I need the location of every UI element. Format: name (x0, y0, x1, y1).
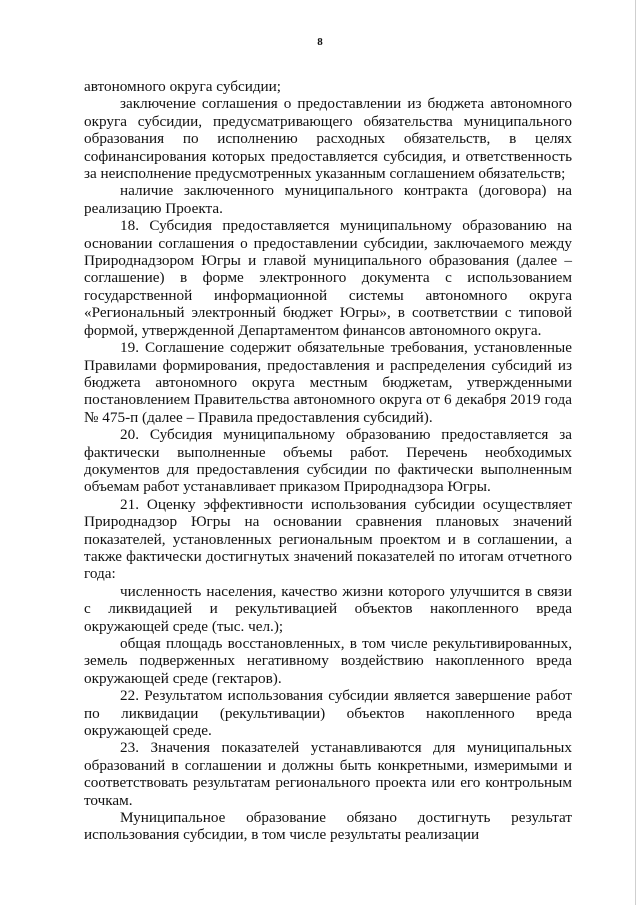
paragraph: 22. Результатом использования субсидии является завершение работ по ликвидации (рекультивации) объектов накопленного вреда окружающей среде. (84, 687, 572, 740)
page-edge-line (635, 0, 636, 905)
paragraph: заключение соглашения о предоставлении из бюджета автономного округа субсидии, предусматривающего обязательства муниципального образования по исполнению расходных обязательств, в целях софинансирования которых предоставляется субсидия, и ответственность за неисполнение предусмотренных указанным соглашением обязательств; (84, 95, 572, 183)
paragraph: численность населения, качество жизни которого улучшится в связи с ликвидацией и рекультивацией объектов накопленного вреда окружающей среде (тыс. чел.); (84, 582, 572, 635)
paragraph: 23. Значения показателей устанавливаются для муниципальных образований в соглашении и должны быть конкретными, измеримыми и соответствовать результатам регионального проекта или его контрольным точкам. (84, 739, 572, 809)
paragraph: наличие заключенного муниципального контракта (договора) на реализацию Проекта. (84, 182, 572, 217)
paragraph: 20. Субсидия муниципальному образованию предоставляется за фактически выполненные объемы работ. Перечень необходимых документов для предоставления субсидии по фактически выполненным объемам работ устанавливает приказом Природнадзора Югры. (84, 426, 572, 496)
paragraph: автономного округа субсидии; (84, 78, 282, 95)
paragraph: 21. Оценку эффективности использования субсидии осуществляет Природнадзор Югры на основании сравнения плановых значений показателей, установленных региональным проектом и в соглашении, а также фактически достигнутых значений показателей по итогам отчетного года: (84, 495, 572, 583)
page-number: 8 (317, 36, 323, 48)
paragraph: общая площадь восстановленных, в том числе рекультивированных, земель подверженных негативному воздействию накопленного вреда окружающей среде (гектаров). (84, 635, 572, 687)
paragraph: Муниципальное образование обязано достигнуть результат использования субсидии, в том числе результаты реализации (84, 809, 572, 844)
document-body (84, 78, 572, 844)
paragraph: 18. Субсидия предоставляется муниципальному образованию на основании соглашения о предоставлении субсидии, заключаемого между Природнадзором Югры и главой муниципального образования (далее – соглашение) в форме электронного документа с использованием государственной информационной системы автономного округа «Региональный электронный бюджет Югры», в соответствии с типовой формой, утвержденной Департаментом финансов автономного округа. (84, 217, 572, 339)
paragraph: 19. Соглашение содержит обязательные требования, установленные Правилами формирования, предоставления и распределения субсидий из бюджета автономного округа местным бюджетам, утвержденными постановлением Правительства автономного округа от 6 декабря 2019 года № 475-п (далее – Правила предоставления субсидий). (84, 339, 572, 426)
